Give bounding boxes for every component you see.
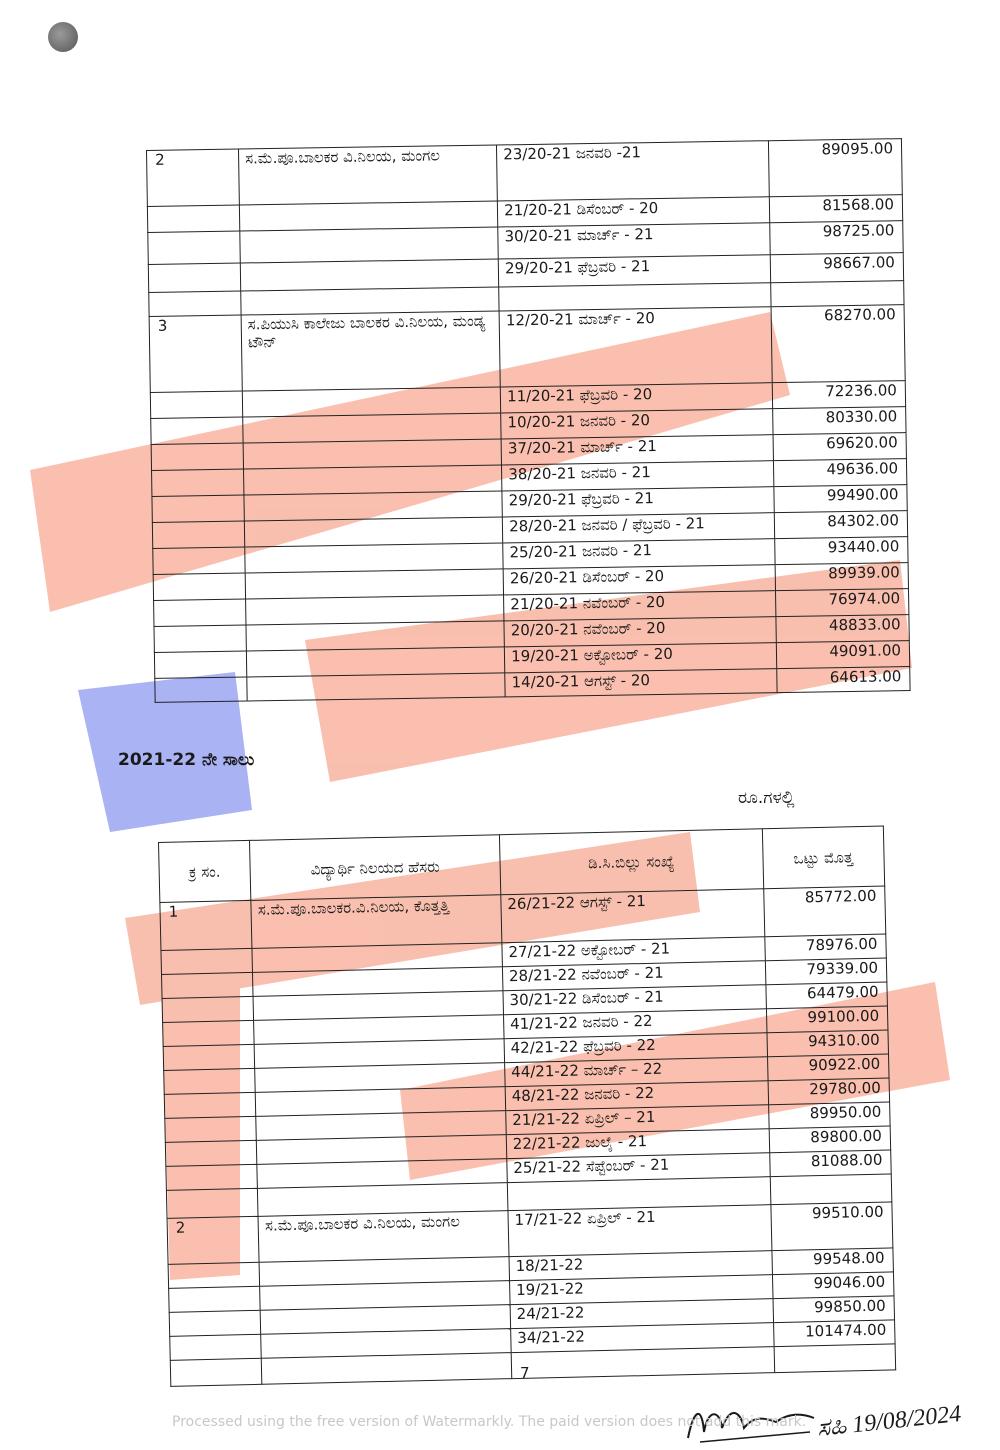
cell-hostel: [247, 673, 506, 701]
cell-amount: 90922.00: [767, 1054, 889, 1081]
cell-amount: 99548.00: [772, 1248, 894, 1275]
cell-sl: [164, 1068, 256, 1094]
cell-amount: 49636.00: [773, 459, 906, 487]
cell-amount: 84302.00: [774, 511, 907, 539]
cell-bill: 17/21-22 ಏಪ್ರಿಲ್ - 21: [508, 1205, 772, 1257]
cell-bill: 41/21-22 ಜನವರಿ - 22: [503, 1009, 766, 1039]
cell-amount: 69620.00: [773, 433, 906, 461]
cell-amount: 81568.00: [769, 195, 902, 223]
cell-hostel: [240, 259, 499, 291]
bills-table-2020-21: [146, 138, 911, 703]
cell-sl: [166, 1188, 258, 1218]
cell-amount: 29780.00: [768, 1078, 890, 1105]
cell-sl: [168, 1262, 260, 1288]
cell-sl: [153, 573, 245, 600]
cell-bill: 30/20-21 ಮಾರ್ಚ್ - 21: [498, 223, 770, 259]
cell-bill: 25/20-21 ಜನವರಿ - 21: [503, 539, 775, 569]
cell-hostel: [245, 569, 504, 599]
cell-bill: 42/21-22 ಫೆಬ್ರವರಿ - 22: [504, 1033, 767, 1063]
cell-hostel: [243, 439, 502, 469]
cell-hostel: [245, 543, 504, 573]
cell-bill: 21/21-22 ಏಪ್ರಿಲ್ – 21: [506, 1105, 769, 1135]
cell-amount: 85772.00: [763, 886, 885, 937]
cell-hostel: [243, 465, 502, 495]
cell-bill: 30/21-22 ಡಿಸೆಂಬರ್ - 21: [503, 985, 766, 1015]
cell-amount: 99046.00: [772, 1272, 894, 1299]
cell-amount: 99850.00: [773, 1296, 895, 1323]
cell-amount: 99100.00: [766, 1006, 888, 1033]
cell-sl: [147, 205, 239, 232]
cell-hostel: [246, 621, 505, 651]
cell-sl: [166, 1164, 258, 1190]
cell-bill: 21/20-21 ನವೆಂಬರ್ - 20: [504, 591, 776, 621]
cell-sl: [165, 1116, 257, 1142]
cell-sl: [153, 547, 245, 574]
cell-hostel: [243, 413, 502, 443]
cell-bill: 10/20-21 ಜನವರಿ - 20: [501, 409, 773, 439]
cell-sl: [163, 1044, 255, 1070]
signature-date: ಸಹಿ 19/08/2024: [815, 1400, 963, 1442]
table-row: [149, 305, 905, 393]
cell-amount: 89950.00: [768, 1102, 890, 1129]
cell-sl: [155, 677, 247, 702]
cell-bill: 12/20-21 ಮಾರ್ಚ್ - 20: [499, 307, 772, 387]
cell-amount: 89095.00: [768, 139, 902, 197]
cell-bill: 29/20-21 ಫೆಬ್ರವರಿ - 21: [502, 487, 774, 517]
cell-amount: 68270.00: [771, 305, 905, 383]
cell-amount: 78976.00: [764, 934, 886, 961]
bills-table-2021-22: [158, 826, 896, 1387]
cell-hostel: ಸ.ಮೆ.ಪೂ.ಬಾಲಕರ.ವಿ.ನಿಲಯ, ಕೊತ್ತತ್ತಿ: [251, 895, 502, 949]
cell-sl: [163, 1020, 255, 1046]
cell-sl: [151, 443, 243, 470]
cell-bill: 24/21-22: [510, 1299, 773, 1329]
cell-sl: [152, 521, 244, 548]
cell-bill: 18/21-22: [509, 1251, 772, 1281]
cell-sl: [154, 599, 246, 626]
cell-bill: 28/20-21 ಜನವರಿ / ಫೆಬ್ರವರಿ - 21: [502, 513, 774, 543]
cell-sl: [162, 972, 254, 998]
cell-sl: [148, 231, 240, 264]
cell-hostel: ಸ.ಮೆ.ಪೂ.ಬಾಲಕರ ವಿ.ನಿಲಯ, ಮಂಗಲ: [238, 145, 497, 205]
cell-hostel: [262, 1353, 512, 1385]
cell-bill: 11/20-21 ಫೆಬ್ರವರಿ - 20: [500, 383, 772, 413]
cell-sl: [148, 263, 240, 292]
cell-bill: 27/21-22 ಅಕ್ಟೋಬರ್ - 21: [502, 937, 765, 967]
cell-sl: 2: [167, 1216, 259, 1264]
header-hostel: ವಿದ್ಯಾರ್ಥಿ ನಿಲಯದ ಹೆಸರು: [250, 835, 501, 901]
cell-amount: 99510.00: [770, 1202, 892, 1251]
cell-sl: [169, 1286, 261, 1312]
cell-bill: 25/21-22 ಸೆಪ್ಟೆಂಬರ್ - 21: [507, 1153, 770, 1183]
cell-sl: 3: [149, 315, 242, 392]
cell-bill: 22/21-22 ಜುಲೈ - 21: [506, 1129, 769, 1159]
cell-amount: 80330.00: [773, 407, 906, 435]
cell-amount: 93440.00: [775, 537, 908, 565]
cell-sl: [154, 651, 246, 678]
cell-bill: 29/20-21 ಫೆಬ್ರವರಿ - 21: [498, 255, 770, 287]
cell-amount: 64479.00: [765, 982, 887, 1009]
cell-bill: 38/20-21 ಜನವರಿ - 21: [502, 461, 774, 491]
cell-sl: [150, 391, 242, 418]
cell-amount: 89800.00: [769, 1126, 891, 1153]
cell-amount: 89939.00: [775, 563, 908, 591]
cell-bill: 21/20-21 ಡಿಸೆಂಬರ್ - 20: [498, 197, 770, 227]
cell-amount: 98725.00: [770, 221, 903, 255]
cell-sl: [162, 996, 254, 1022]
cell-amount: 79339.00: [765, 958, 887, 985]
cell-bill: 26/21-22 ಆಗಸ್ಟ್ - 21: [501, 889, 765, 943]
cell-amount: 48833.00: [776, 615, 909, 643]
watermark-note: Processed using the free version of Watermarkly. The paid version does not add this mark.: [172, 1414, 807, 1430]
header-sl: ಕ್ರ ಸಂ.: [159, 840, 252, 902]
cell-amount: 81088.00: [769, 1150, 891, 1177]
cell-sl: [152, 469, 244, 496]
cell-amount: 99490.00: [774, 485, 907, 513]
page-number: 7: [520, 1364, 530, 1382]
cell-hostel: [246, 647, 505, 677]
cell-bill: 48/21-22 ಜನವರಿ - 22: [505, 1081, 768, 1111]
cell-sl: [165, 1140, 257, 1166]
cell-bill: 23/20-21 ಜನವರಿ -21: [497, 141, 770, 201]
cell-sl: [152, 495, 244, 522]
cell-bill: 26/20-21 ಡಿಸೆಂಬರ್ - 20: [503, 565, 775, 595]
cell-sl: 1: [160, 900, 252, 950]
cell-amount: 98667.00: [770, 253, 903, 283]
cell-amount: [771, 281, 904, 307]
unit-note: ರೂ.ಗಳಲ್ಲಿ: [738, 788, 795, 808]
cell-bill: [511, 1347, 774, 1379]
cell-hostel: ಸ.ಮೆ.ಪೂ.ಬಾಲಕರ ವಿ.ನಿಲಯ, ಮಂಗಲ: [258, 1211, 509, 1263]
cell-bill: 20/20-21 ನವೆಂಬರ್ - 20: [504, 617, 776, 647]
cell-amount: 72236.00: [772, 381, 905, 409]
cell-amount: 94310.00: [767, 1030, 889, 1057]
cell-sl: [154, 625, 246, 652]
cell-hostel: [242, 387, 501, 417]
cell-bill: 37/20-21 ಮಾರ್ಚ್ - 21: [501, 435, 773, 465]
cell-bill: 19/21-22: [509, 1275, 772, 1305]
cell-amount: 49091.00: [776, 641, 909, 669]
cell-amount: [774, 1344, 896, 1373]
cell-sl: [169, 1310, 261, 1336]
cell-bill: 34/21-22: [511, 1323, 774, 1353]
section-title-2021-22: 2021-22 ನೇ ಸಾಲು: [118, 750, 255, 770]
cell-amount: 64613.00: [777, 667, 910, 693]
cell-hostel: [246, 595, 505, 625]
header-amount: ಒಟ್ಟು ಮೊತ್ತ: [762, 826, 885, 889]
cell-hostel: ಸ.ಪಿಯುಸಿ ಕಾಲೇಜು ಬಾಲಕರ ವಿ.ನಿಲಯ, ಮಂಡ್ಯ ಟೌನ್: [241, 311, 500, 391]
cell-amount: 76974.00: [776, 589, 909, 617]
cell-bill: 14/20-21 ಆಗಸ್ಟ್ - 20: [505, 669, 777, 697]
cell-sl: [170, 1334, 262, 1360]
cell-hostel: [239, 201, 498, 231]
cell-amount: [770, 1174, 892, 1205]
cell-bill: 44/21-22 ಮಾರ್ಚ್ – 22: [504, 1057, 767, 1087]
cell-bill: 19/20-21 ಅಕ್ಟೋಬರ್ - 20: [505, 643, 777, 673]
cell-sl: 2: [147, 149, 240, 206]
cell-sl: [151, 417, 243, 444]
cell-sl: [170, 1358, 262, 1386]
cell-bill: 28/21-22 ನವೆಂಬರ್ - 21: [502, 961, 765, 991]
header-bill: ಡಿ.ಸಿ.ಬಿಲ್ಲು ಸಂಖ್ಯೆ: [499, 829, 763, 895]
cell-sl: [149, 291, 241, 316]
cell-sl: [164, 1092, 256, 1118]
cell-sl: [161, 948, 253, 974]
cell-hostel: [244, 491, 503, 521]
cell-amount: 101474.00: [773, 1320, 895, 1347]
cell-hostel: [240, 227, 499, 263]
cell-hostel: [244, 517, 503, 547]
